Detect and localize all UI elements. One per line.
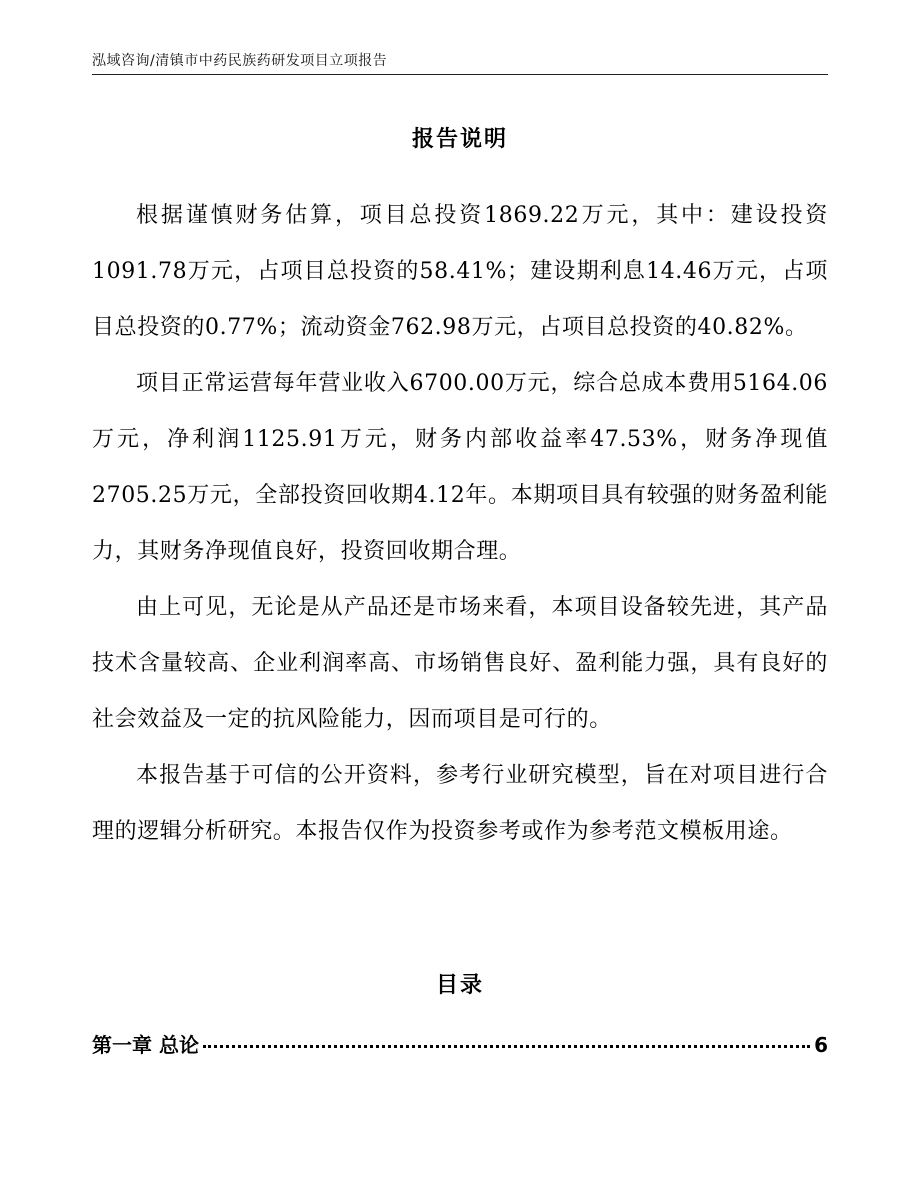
paragraph-conclusion: 由上可见，无论是从产品还是市场来看，本项目设备较先进，其产品技术含量较高、企业利润率高、市场销售良好、盈利能力强，具有良好的社会效益及一定的抗风险能力，因而项目是可行的。	[92, 595, 828, 732]
toc-entry-label: 第一章 总论	[92, 1033, 199, 1057]
report-title: 报告说明	[411, 127, 508, 152]
paragraph-investment: 根据谨慎财务估算，项目总投资1869.22万元，其中：建设投资1091.78万元，占项目总投资的58.41%；建设期利息14.46万元，占项目总投资的0.77%；流动资金762.98万元，占项目总投资的40.82%。	[92, 203, 828, 340]
paragraph-revenue: 项目正常运营每年营业收入6700.00万元，综合总成本费用5164.06万元，净利润1125.91万元，财务内部收益率47.53%，财务净现值2705.25万元，全部投资回收期4.12年。本期项目具有较强的财务盈利能力，其财务净现值良好，投资回收期合理。	[92, 371, 828, 564]
report-body	[92, 188, 828, 860]
header-divider	[92, 74, 828, 75]
toc-entry[interactable]	[92, 1030, 828, 1060]
table-of-contents	[92, 1030, 828, 1060]
toc-title: 目录	[435, 973, 484, 998]
running-header: 泓域咨询/清镇市中药民族药研发项目立项报告	[92, 53, 388, 69]
paragraph-disclaimer: 本报告基于可信的公开资料，参考行业研究模型，旨在对项目进行合理的逻辑分析研究。本报告仅作为投资参考或作为参考范文模板用途。	[92, 763, 828, 844]
toc-entry-page: 6	[814, 1033, 828, 1057]
toc-dot-leader	[203, 1045, 810, 1048]
